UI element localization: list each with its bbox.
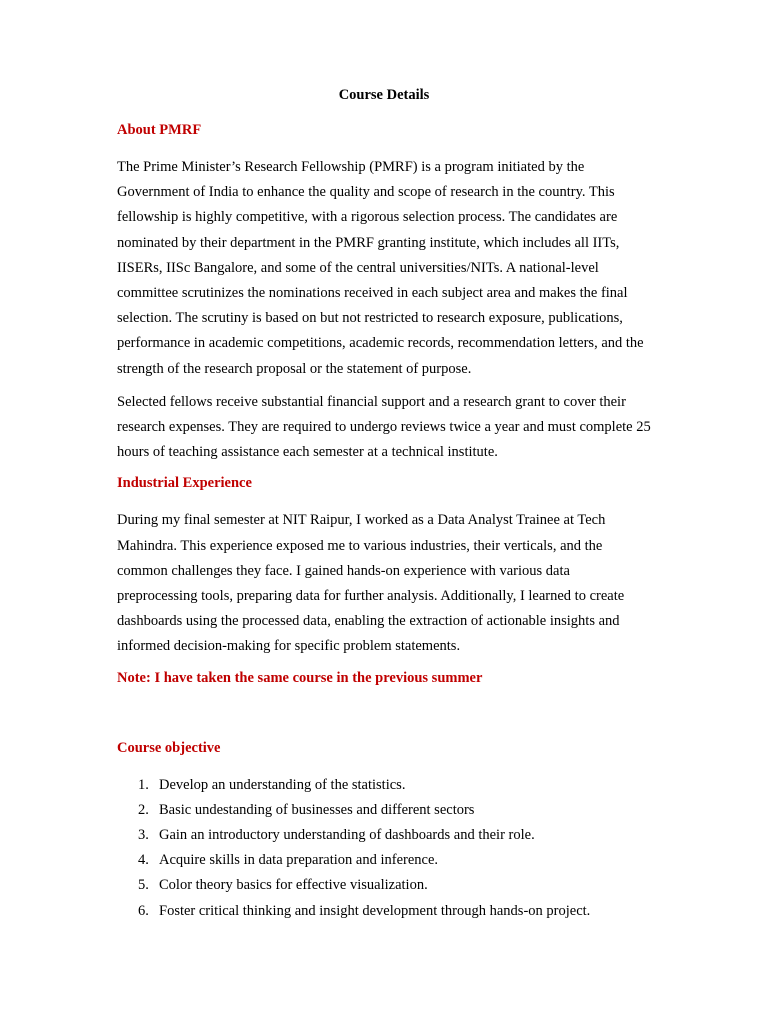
list-item-number: 6. (138, 902, 149, 919)
note-text: Note: I have taken the same course in the previous summer (117, 669, 483, 686)
about-paragraph-1: The Prime Minister’s Research Fellowship (PMRF) is a program initiated by the Government of India to enhance the quality and scope of research in the country. This fellowship is highly competitive, with a rigorous selection process. The candidates are nominated by their department in the PMRF granting institute, which includes all IITs, IISERs, IISc Bangalore, and some of the central universities/NITs. A national-level committee scrutinizes the nominations received in each subject area and makes the final selection. The scrutiny is based on but not restricted to research exposure, publications, performance in academic competitions, academic records, recommendation letters, and the strength of the research proposal or the statement of purpose. (117, 159, 644, 377)
section-heading-about-pmrf: About PMRF (117, 122, 202, 138)
list-item (117, 823, 651, 848)
list-item-text: Color theory basics for effective visualization. (159, 877, 428, 894)
list-item-number: 5. (138, 877, 149, 894)
list-item (117, 848, 651, 873)
document-page (117, 85, 651, 924)
list-item (117, 798, 651, 823)
list-item-number: 1. (138, 776, 149, 793)
list-item-text: Basic undestanding of businesses and different sectors (159, 801, 475, 818)
list-item (117, 899, 651, 924)
section-heading-industrial-experience: Industrial Experience (117, 475, 252, 492)
industrial-paragraph: During my final semester at NIT Raipur, I worked as a Data Analyst Trainee at Tech Mahindra. This experience exposed me to various industries, their verticals, and the common challenges they face. I gained hands-on experience with various data preprocessing tools, preparing data for further analysis. Additionally, I learned to create dashboards using the processed data, enabling the extraction of actionable insights and informed decision-making for specific problem statements. (117, 512, 625, 655)
objectives-list (117, 773, 651, 924)
list-item-number: 4. (138, 852, 149, 869)
list-item-text: Acquire skills in data preparation and inference. (159, 852, 439, 869)
list-item-text: Develop an understanding of the statistics. (159, 776, 406, 793)
document-title: Course Details (338, 87, 430, 103)
list-item-number: 3. (138, 827, 149, 844)
about-paragraph-2: Selected fellows receive substantial financial support and a research grant to cover their research expenses. They are required to undergo reviews twice a year and must complete 25 hours of teaching assistance each semester at a technical institute. (117, 393, 651, 461)
section-heading-course-objective: Course objective (117, 739, 221, 756)
list-item-number: 2. (138, 801, 149, 818)
list-item (117, 773, 651, 798)
list-item (117, 873, 651, 898)
list-item-text: Foster critical thinking and insight development through hands-on project. (159, 902, 591, 919)
list-item-text: Gain an introductory understanding of dashboards and their role. (159, 827, 535, 844)
